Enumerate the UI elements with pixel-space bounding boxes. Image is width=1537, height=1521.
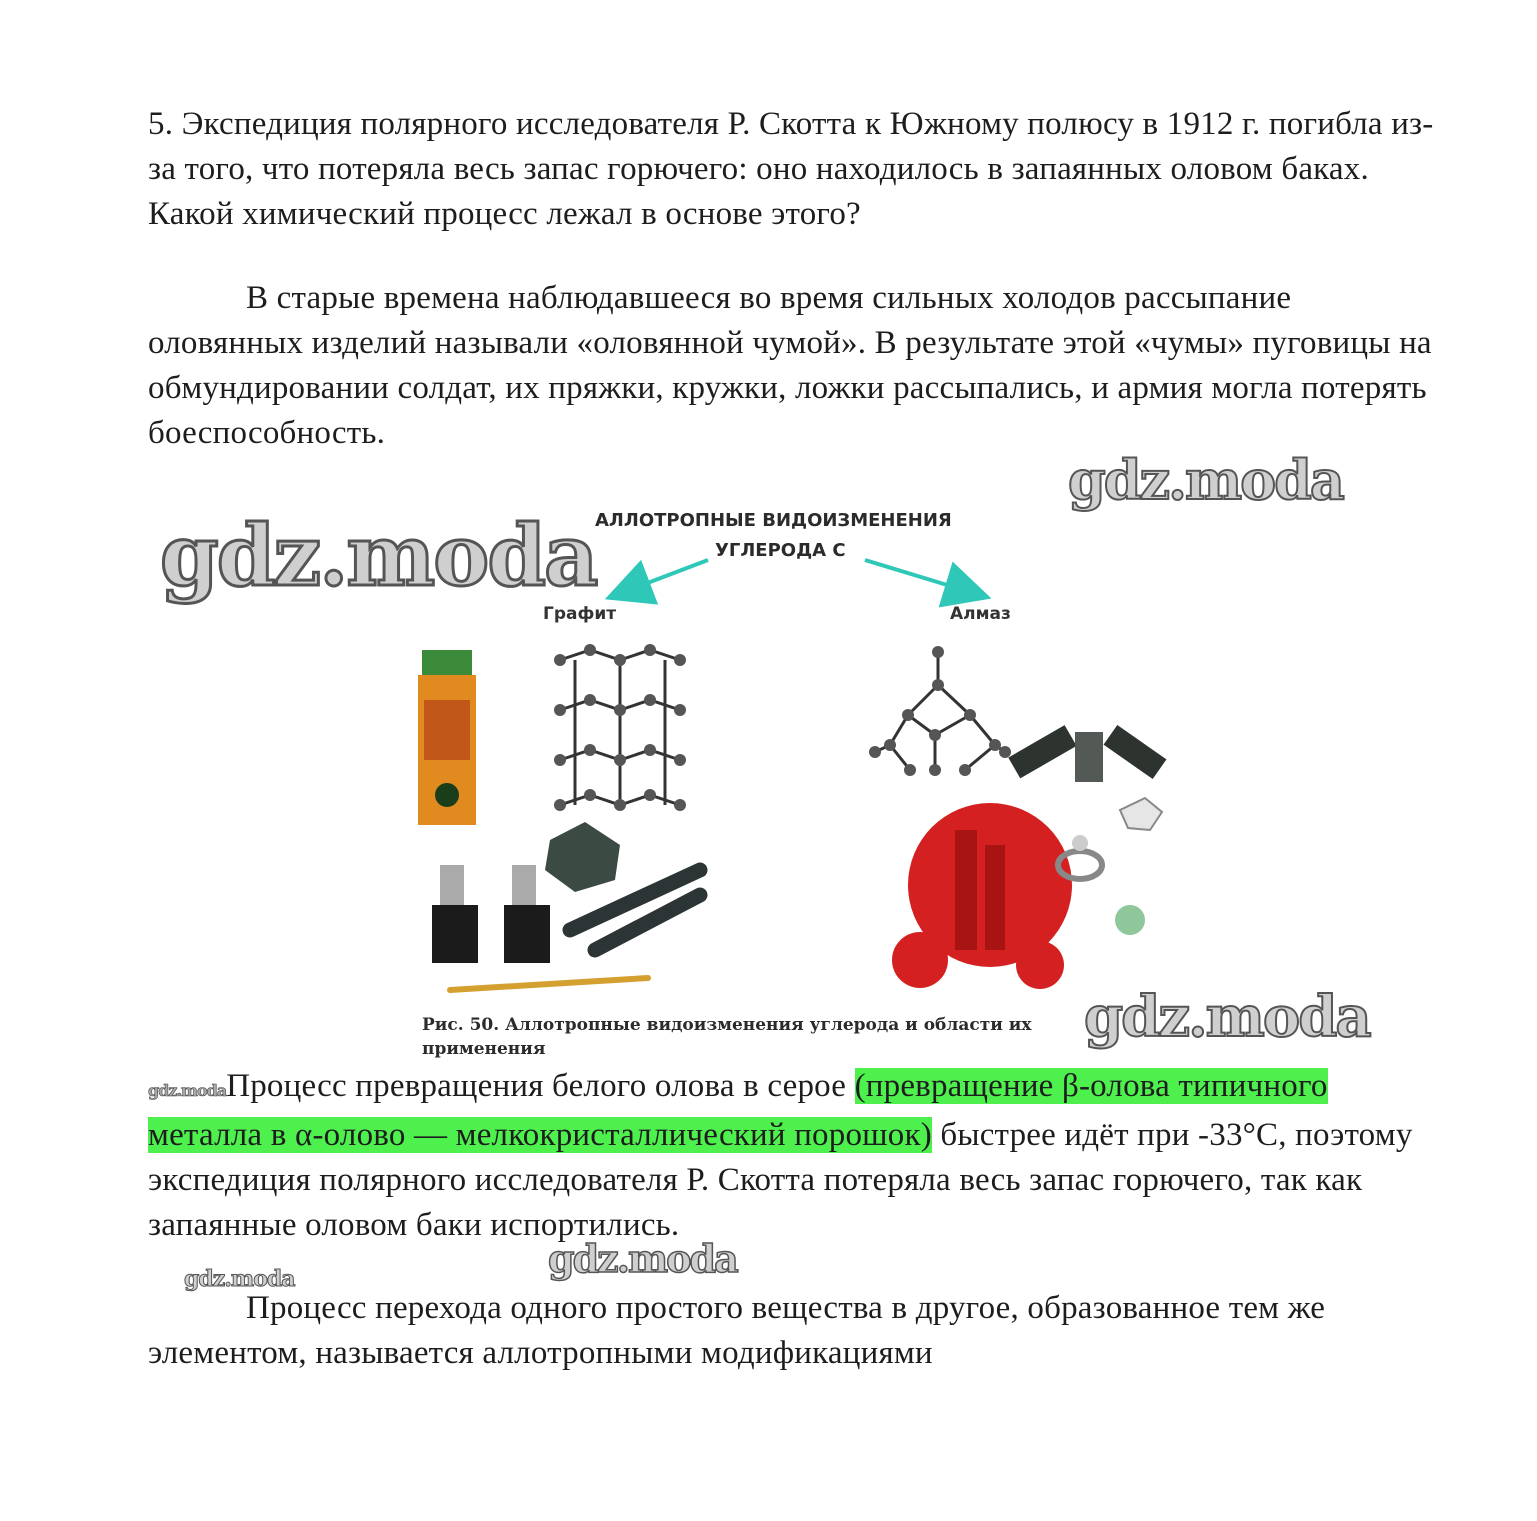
answer-text-part1: Процесс превращения белого олова в серое [226,1068,855,1104]
conclusion-text: Процесс перехода одного простого вещества в другое, образованное тем же элементом, называется аллотропными модификациями [148,1290,1326,1371]
graphite-rock-icon [545,822,620,892]
watermark: gdz.moda [1068,448,1343,512]
watermark: gdz.moda [184,1266,295,1292]
watermark: gdz.moda [548,1236,737,1281]
arrow-left-icon [616,560,708,595]
conclusion-paragraph [148,1286,1438,1376]
figure-title-line1: АЛЛОТРОПНЫЕ ВИДОИЗМЕНЕНИЯ [595,510,952,531]
figure-title-line2: УГЛЕРОДА С [715,540,846,561]
cut-diamond-icon [1120,798,1162,830]
diamond-ring-icon [1058,835,1102,879]
intro-paragraph [148,276,1438,456]
question-text: 5. Экспедиция полярного исследователя Р. Скотта к Южному полюсу в 1912 г. погибла из-за того, что потеряла весь запас горючего: оно находилось в запаянных оловом баках. Какой химический процесс лежал в основе этого? [148,106,1434,232]
graphite-label: Графит [543,604,617,624]
diamond-drill-bits-icon [1008,725,1166,782]
answer-text-part2: быстрее идёт при -33°С, поэтому экспедиция полярного исследователя Р. Скотта потеряла весь запас горючего, так как запаянные оловом баки испортились. [148,1117,1413,1243]
diamond-atoms-icon [869,646,1011,776]
diamond-label: Алмаз [950,604,1011,624]
pencil-icon [450,978,648,990]
gemstone-icon [1115,905,1145,935]
highlighted-text: (превращение β-олова типичного металла в α-олово — мелкокристаллический порошок) [148,1068,1328,1153]
diamond-saw-blades-icon [892,803,1072,989]
intro-text: В старые времена наблюдавшееся во время сильных холодов рассыпание оловянных изделий называли «оловянной чумой». В результате этой «чумы» пуговицы на обмундировании солдат, их пряжки, кружки, ложки рассыпались, и армия могла потерять боеспособность. [148,280,1432,451]
electrode-brushes-icon [432,865,550,963]
spray-can-icon [418,650,476,825]
watermark: gdz.moda [160,506,597,605]
figure-caption: Рис. 50. Аллотропные видоизменения углерода и области их применения [422,1015,1032,1059]
arrow-right-icon [865,560,980,595]
answer-paragraph [148,1064,1438,1248]
inline-watermark: gdz.moda [148,1081,227,1100]
diamond-lattice-icon [875,652,1005,770]
watermark: gdz.moda [1084,984,1370,1050]
graphite-lattice-icon [560,650,680,805]
